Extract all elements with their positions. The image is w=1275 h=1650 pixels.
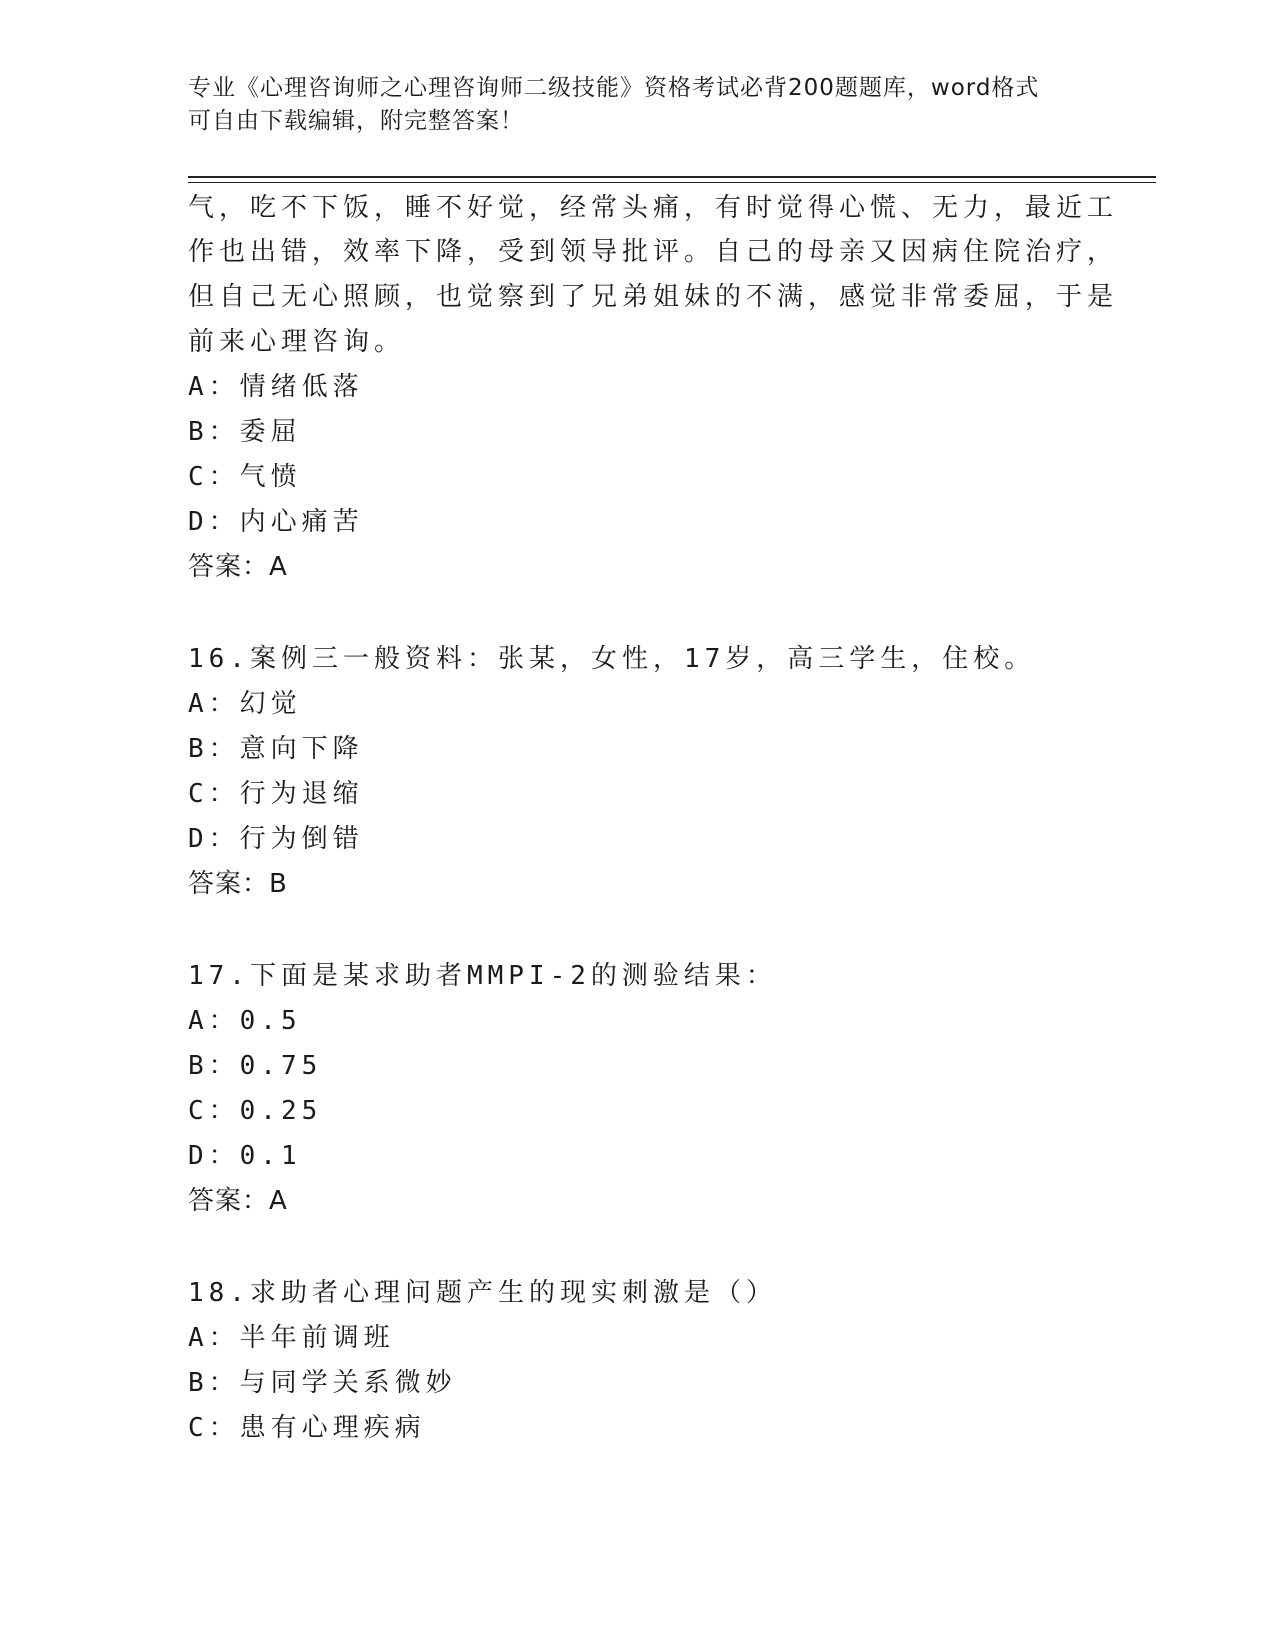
option-c: C：气愤 bbox=[188, 462, 302, 492]
option-a: A：情绪低落 bbox=[188, 372, 364, 402]
question-text-line: 但自己无心照顾，也觉察到了兄弟姐妹的不满，感觉非常委屈，于是 bbox=[188, 282, 1119, 312]
option-b: B：0.75 bbox=[188, 1051, 323, 1081]
option-d: D：内心痛苦 bbox=[188, 507, 364, 537]
question-stem: 18.求助者心理问题产生的现实刺激是（） bbox=[188, 1278, 777, 1308]
option-b: B：意向下降 bbox=[188, 734, 364, 764]
option-c: C：患有心理疾病 bbox=[188, 1413, 426, 1443]
question-stem: 16.案例三一般资料：张某，女性，17岁，高三学生，住校。 bbox=[188, 644, 1036, 674]
option-b: B：委屈 bbox=[188, 417, 302, 447]
option-c: C：行为退缩 bbox=[188, 779, 364, 809]
header-divider-thick bbox=[188, 176, 1156, 178]
header-title-line-1: 专业《心理咨询师之心理咨询师二级技能》资格考试必背200题题库，word格式 bbox=[188, 75, 1040, 101]
option-c: C：0.25 bbox=[188, 1096, 323, 1126]
option-a: A：幻觉 bbox=[188, 689, 302, 719]
question-text-line: 作也出错，效率下降，受到领导批评。自己的母亲又因病住院治疗， bbox=[188, 237, 1119, 267]
option-b: B：与同学关系微妙 bbox=[188, 1368, 457, 1398]
option-d: D：行为倒错 bbox=[188, 824, 364, 854]
question-stem: 17.下面是某求助者MMPI-2的测验结果： bbox=[188, 961, 777, 991]
question-text-line: 气，吃不下饭，睡不好觉，经常头痛，有时觉得心慌、无力，最近工 bbox=[188, 193, 1119, 223]
header-divider-thin bbox=[188, 182, 1156, 183]
option-a: A：0.5 bbox=[188, 1006, 302, 1036]
answer-text: 答案：A bbox=[188, 1186, 288, 1216]
header-title-line-2: 可自由下载编辑，附完整答案！ bbox=[188, 108, 524, 134]
answer-text: 答案：A bbox=[188, 552, 288, 582]
question-text-line: 前来心理咨询。 bbox=[188, 327, 406, 357]
option-d: D：0.1 bbox=[188, 1141, 302, 1171]
document-header bbox=[188, 72, 1088, 138]
option-a: A：半年前调班 bbox=[188, 1323, 395, 1353]
answer-text: 答案：B bbox=[188, 869, 288, 899]
